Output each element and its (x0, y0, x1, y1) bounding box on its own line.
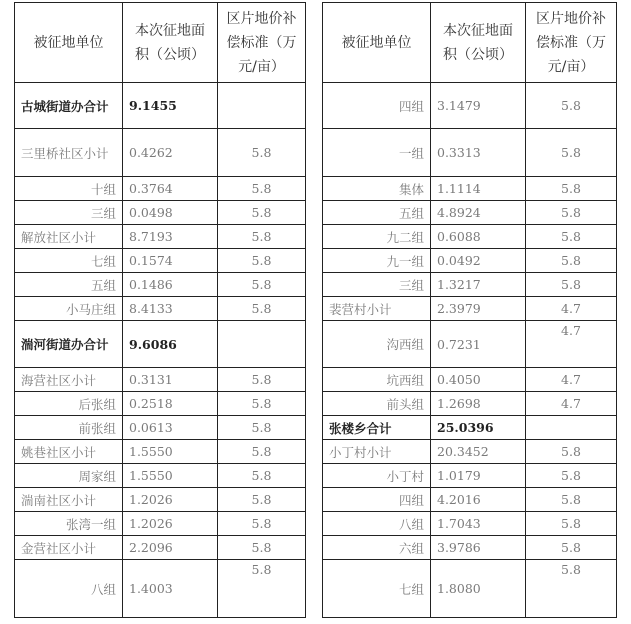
unit-name-cell: 张湾一组 (15, 512, 123, 536)
price-cell: 5.8 (526, 464, 617, 488)
area-cell: 0.0498 (123, 201, 218, 225)
area-cell: 3.1479 (431, 83, 526, 129)
price-cell: 5.8 (218, 488, 306, 512)
table-row (15, 512, 306, 536)
unit-name-cell: 九二组 (323, 225, 431, 249)
area-cell: 1.2026 (123, 488, 218, 512)
area-cell: 9.1455 (123, 83, 218, 129)
table-row (15, 488, 306, 512)
area-cell: 1.5550 (123, 464, 218, 488)
area-cell: 2.2096 (123, 536, 218, 560)
table-row (15, 273, 306, 297)
unit-name-cell: 坑西组 (323, 368, 431, 392)
unit-name-cell: 小马庄组 (15, 297, 123, 321)
table-row (323, 83, 617, 129)
area-cell: 0.7231 (431, 321, 526, 368)
table-row (323, 201, 617, 225)
unit-name-cell: 集体 (323, 177, 431, 201)
unit-name-cell: 古城街道办合计 (15, 83, 123, 129)
unit-name-cell: 姚巷社区小计 (15, 440, 123, 464)
table-row (323, 249, 617, 273)
table-row (323, 416, 617, 440)
price-cell: 5.8 (218, 416, 306, 440)
table-row (323, 225, 617, 249)
unit-name-cell: 湍南社区小计 (15, 488, 123, 512)
price-cell: 5.8 (526, 177, 617, 201)
unit-name-cell: 后张组 (15, 392, 123, 416)
area-cell: 1.0179 (431, 464, 526, 488)
header-row (323, 3, 617, 83)
area-cell: 0.3131 (123, 368, 218, 392)
unit-name-cell: 前头组 (323, 392, 431, 416)
unit-name-cell: 裴营村小计 (323, 297, 431, 321)
table-row (15, 129, 306, 177)
area-cell: 0.3313 (431, 129, 526, 177)
unit-name-cell: 四组 (323, 488, 431, 512)
unit-name-cell: 小丁村小计 (323, 440, 431, 464)
price-cell: 5.8 (218, 464, 306, 488)
table-row (15, 201, 306, 225)
unit-name-cell: 十组 (15, 177, 123, 201)
table-row (323, 321, 617, 368)
area-cell: 0.4050 (431, 368, 526, 392)
price-cell: 5.8 (218, 368, 306, 392)
unit-name-cell: 七组 (15, 249, 123, 273)
table-row (15, 392, 306, 416)
table-row (15, 416, 306, 440)
table-row (323, 488, 617, 512)
unit-name-cell: 沟西组 (323, 321, 431, 368)
price-cell: 4.7 (526, 368, 617, 392)
price-cell: 5.8 (526, 512, 617, 536)
area-cell: 8.4133 (123, 297, 218, 321)
unit-name-cell: 九一组 (323, 249, 431, 273)
table-row (323, 273, 617, 297)
table-row (15, 464, 306, 488)
header-area: 本次征地面积（公顷） (123, 3, 218, 83)
area-cell: 20.3452 (431, 440, 526, 464)
unit-name-cell: 金营社区小计 (15, 536, 123, 560)
unit-name-cell: 解放社区小计 (15, 225, 123, 249)
area-cell: 4.2016 (431, 488, 526, 512)
price-cell: 4.7 (526, 392, 617, 416)
unit-name-cell: 湍河街道办合计 (15, 321, 123, 368)
price-cell: 5.8 (218, 297, 306, 321)
header-price: 区片地价补偿标准（万元/亩） (218, 3, 306, 83)
price-cell: 5.8 (526, 225, 617, 249)
price-cell: 5.8 (218, 201, 306, 225)
area-cell: 0.3764 (123, 177, 218, 201)
table-row (15, 440, 306, 464)
unit-name-cell: 三里桥社区小计 (15, 129, 123, 177)
area-cell: 1.8080 (431, 560, 526, 618)
unit-name-cell: 前张组 (15, 416, 123, 440)
area-cell: 0.6088 (431, 225, 526, 249)
unit-name-cell: 四组 (323, 83, 431, 129)
table-row (15, 249, 306, 273)
price-cell: 5.8 (526, 488, 617, 512)
table-row (323, 512, 617, 536)
area-cell: 3.9786 (431, 536, 526, 560)
area-cell: 0.0492 (431, 249, 526, 273)
table-row (15, 536, 306, 560)
table-row (15, 321, 306, 368)
price-cell: 5.8 (526, 249, 617, 273)
area-cell: 1.4003 (123, 560, 218, 618)
price-cell: 5.8 (526, 536, 617, 560)
area-cell: 1.3217 (431, 273, 526, 297)
table-row (323, 440, 617, 464)
table-row (15, 83, 306, 129)
unit-name-cell: 八组 (323, 512, 431, 536)
price-cell: 5.8 (218, 249, 306, 273)
table-row (323, 129, 617, 177)
price-cell: 5.8 (218, 129, 306, 177)
price-cell: 5.8 (526, 83, 617, 129)
area-cell: 0.2518 (123, 392, 218, 416)
unit-name-cell: 三组 (15, 201, 123, 225)
table-row (323, 368, 617, 392)
price-cell: 5.8 (526, 129, 617, 177)
unit-name-cell: 五组 (15, 273, 123, 297)
area-cell: 1.2698 (431, 392, 526, 416)
unit-name-cell: 海营社区小计 (15, 368, 123, 392)
price-cell: 5.8 (526, 201, 617, 225)
unit-name-cell: 六组 (323, 536, 431, 560)
area-cell: 0.1486 (123, 273, 218, 297)
price-cell: 5.8 (218, 440, 306, 464)
table-row (15, 225, 306, 249)
price-cell: 5.8 (218, 512, 306, 536)
price-cell: 4.7 (526, 297, 617, 321)
price-cell (218, 83, 306, 129)
area-cell: 1.5550 (123, 440, 218, 464)
price-cell: 5.8 (218, 392, 306, 416)
left-table (14, 2, 306, 618)
unit-name-cell: 七组 (323, 560, 431, 618)
unit-name-cell: 一组 (323, 129, 431, 177)
unit-name-cell: 周家组 (15, 464, 123, 488)
table-row (15, 297, 306, 321)
header-unit: 被征地单位 (323, 3, 431, 83)
area-cell: 0.0613 (123, 416, 218, 440)
table-row (323, 392, 617, 416)
table-row (15, 177, 306, 201)
price-cell (218, 321, 306, 368)
area-cell: 9.6086 (123, 321, 218, 368)
unit-name-cell: 八组 (15, 560, 123, 618)
area-cell: 0.1574 (123, 249, 218, 273)
unit-name-cell: 五组 (323, 201, 431, 225)
header-area: 本次征地面积（公顷） (431, 3, 526, 83)
header-price: 区片地价补偿标准（万元/亩） (526, 3, 617, 83)
area-cell: 1.7043 (431, 512, 526, 536)
unit-name-cell: 小丁村 (323, 464, 431, 488)
price-cell: 5.8 (218, 560, 306, 618)
area-cell: 2.3979 (431, 297, 526, 321)
unit-name-cell: 三组 (323, 273, 431, 297)
area-cell: 1.2026 (123, 512, 218, 536)
table-row (15, 368, 306, 392)
table-row (323, 536, 617, 560)
area-cell: 0.4262 (123, 129, 218, 177)
table-row (323, 560, 617, 618)
price-cell: 5.8 (218, 177, 306, 201)
header-unit: 被征地单位 (15, 3, 123, 83)
price-cell: 5.8 (218, 273, 306, 297)
price-cell: 5.8 (526, 560, 617, 618)
header-row (15, 3, 306, 83)
area-cell: 4.8924 (431, 201, 526, 225)
price-cell: 5.8 (218, 225, 306, 249)
table-row (15, 560, 306, 618)
price-cell (526, 416, 617, 440)
price-cell: 5.8 (526, 440, 617, 464)
price-cell: 4.7 (526, 321, 617, 368)
price-cell: 5.8 (218, 536, 306, 560)
table-row (323, 177, 617, 201)
table-row (323, 297, 617, 321)
area-cell: 1.1114 (431, 177, 526, 201)
unit-name-cell: 张楼乡合计 (323, 416, 431, 440)
price-cell: 5.8 (526, 273, 617, 297)
area-cell: 25.0396 (431, 416, 526, 440)
area-cell: 8.7193 (123, 225, 218, 249)
right-table (322, 2, 617, 618)
table-row (323, 464, 617, 488)
